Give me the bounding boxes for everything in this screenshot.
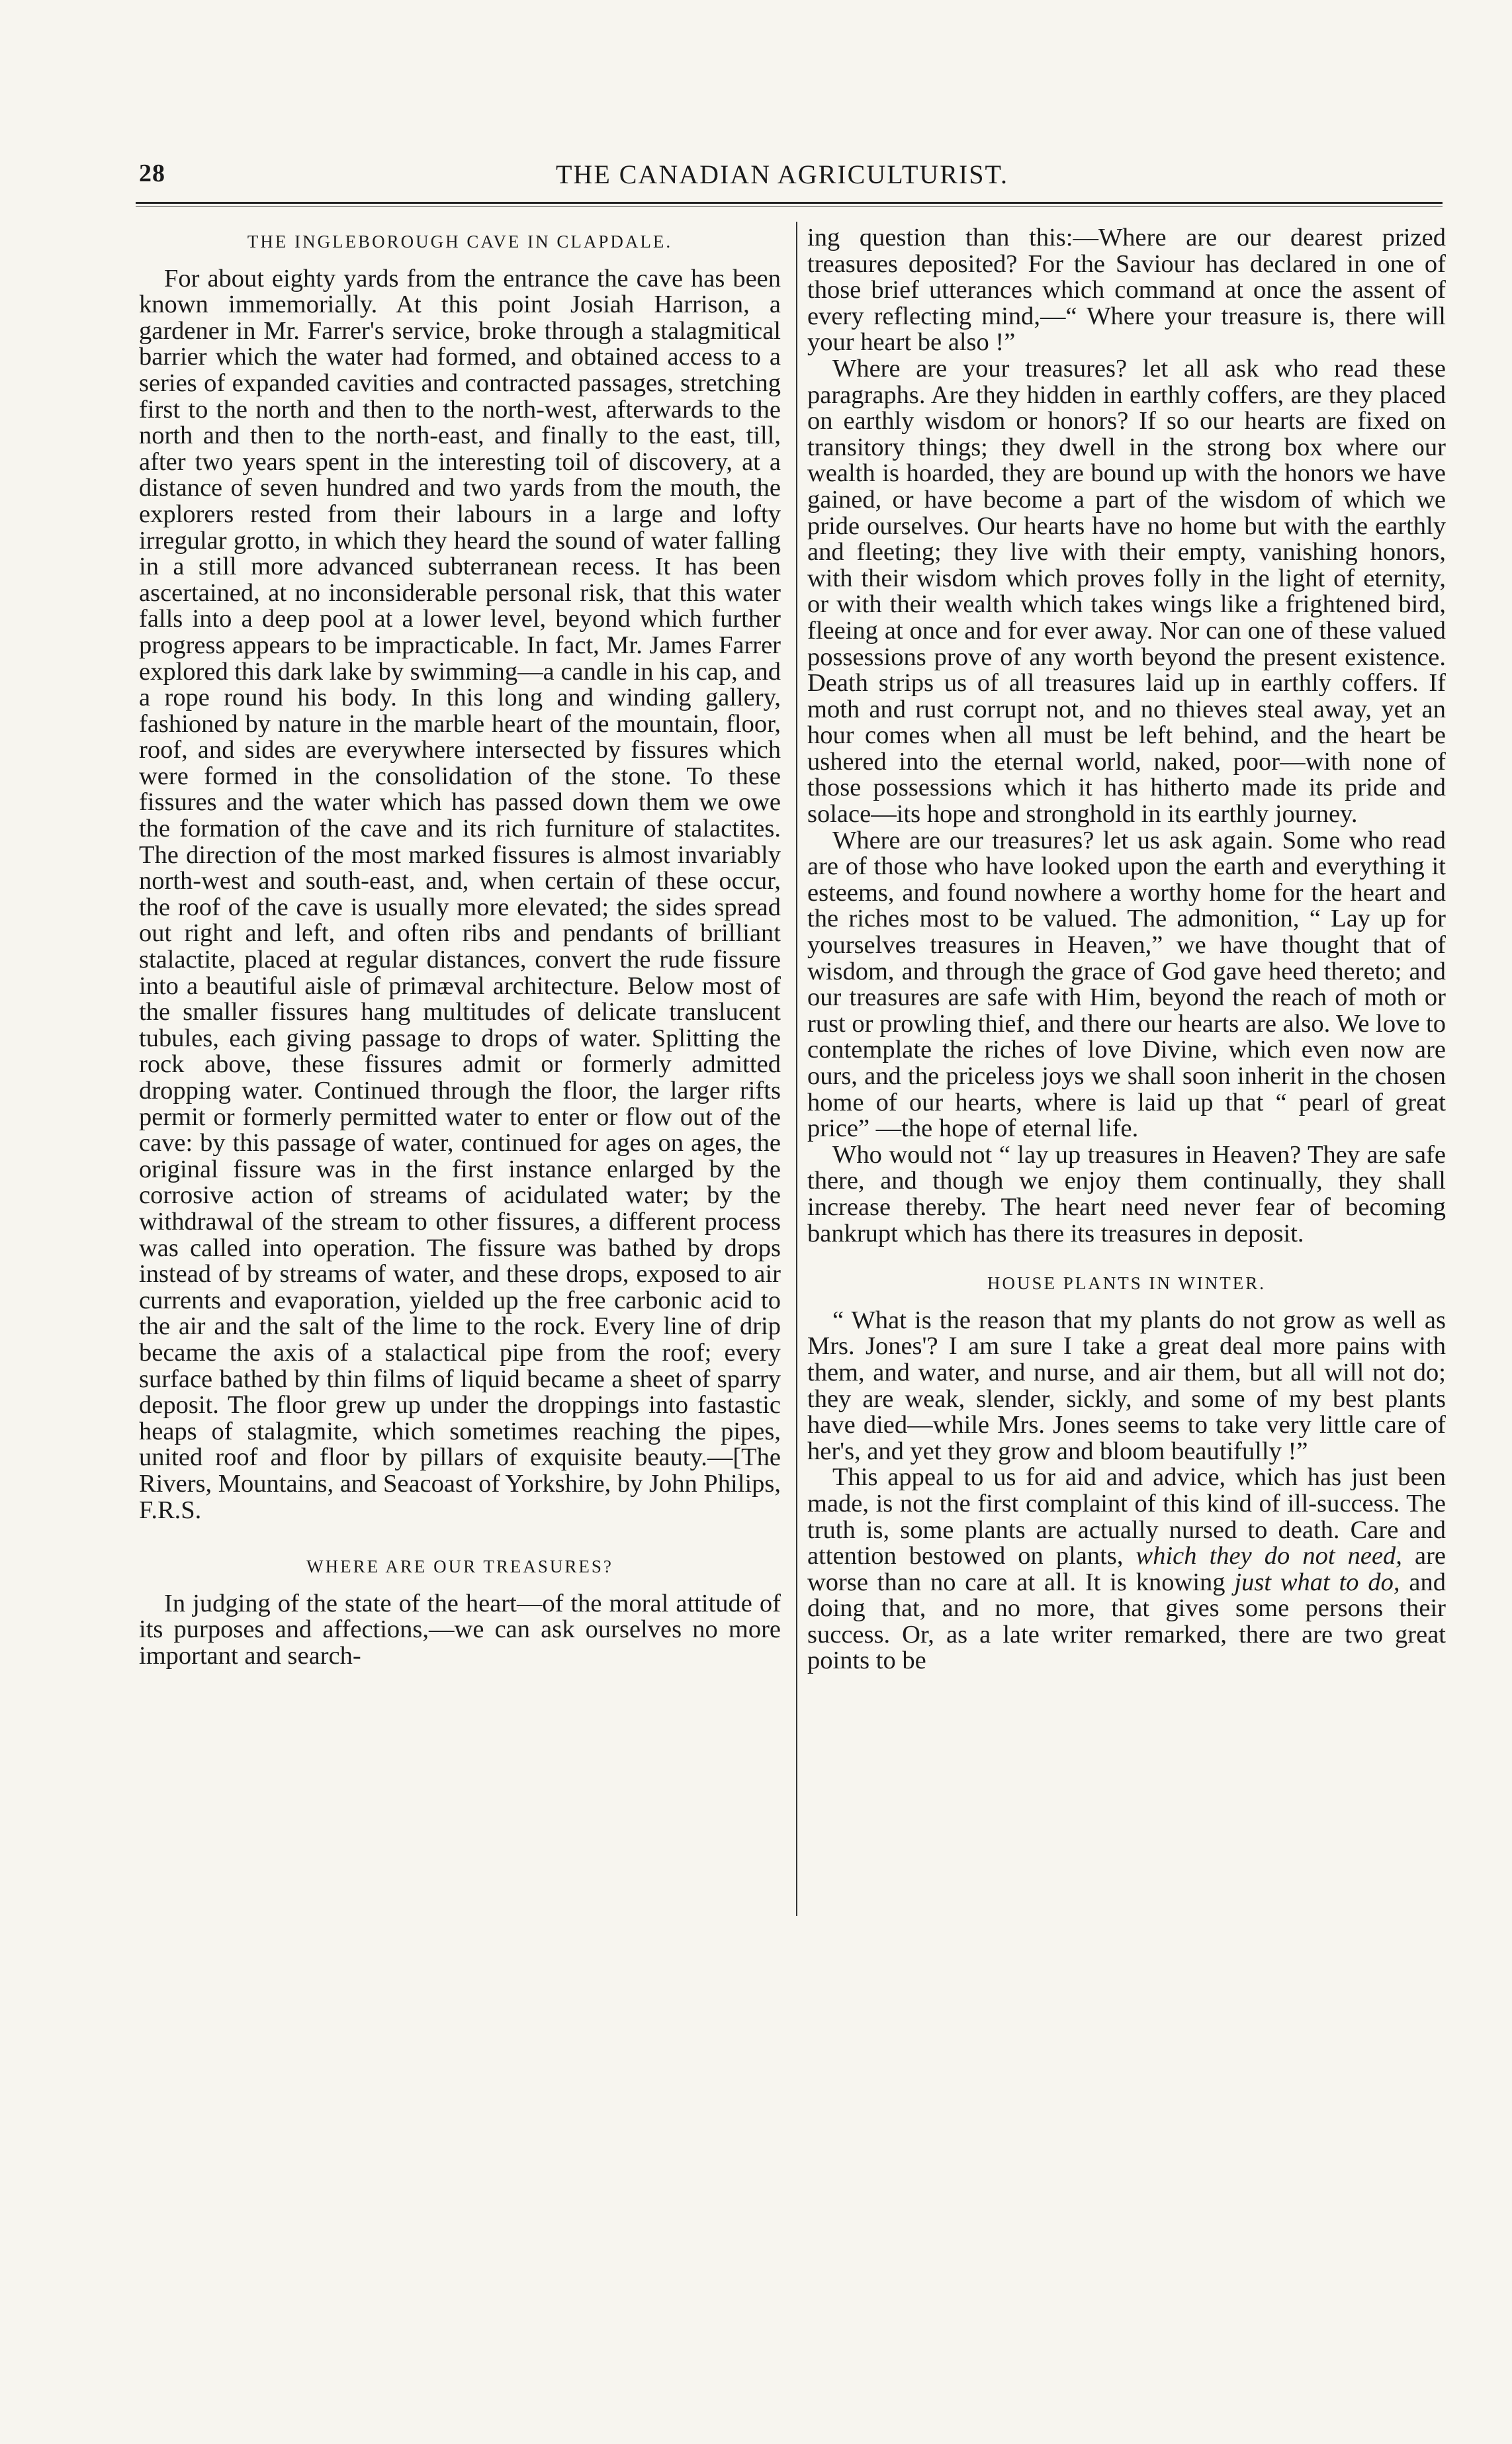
page-number: 28 xyxy=(139,159,165,187)
header-rule-thin xyxy=(136,206,1443,207)
article-paragraph: Where are our treasures? let us ask again. Some who read are of those who have looked upon the earth and everything it esteems, and found nowhere a worthy home for the heart and the riches most to be valued. The admonition, “ Lay up for yourselves treasures in Heaven,” we have thought that of wisdom, and through the grace of God gave heed thereto; and our treasures are safe with Him, beyond the reach of moth or rust or prowling thief, and there our hearts are also. We love to contemplate the riches of love Divine, which even now are ours, and the priceless joys we shall soon inherit in the chosen home of our hearts, where is laid up that “ pearl of great price” —the hope of eternal life. xyxy=(807,826,1446,1143)
text-run: and doing that, and no more, that gives some persons their success. Or, as a late writer remarked, there are two great points to be xyxy=(807,1568,1446,1675)
article-paragraph: “ What is the reason that my plants do not grow as well as Mrs. Jones'? I am sure I take a great deal more pains with them, and water, and nurse, and air them, but all will not do; they are weak, slender, sickly, and some of my best plants have died—while Mrs. Jones seems to take very little care of her's, and yet they grow and bloom beautifully !” xyxy=(807,1306,1446,1465)
article-paragraph xyxy=(807,1465,1446,1674)
article-title-plants: HOUSE PLANTS IN WINTER. xyxy=(987,1273,1266,1294)
article-title-treasures: WHERE ARE OUR TREASURES? xyxy=(306,1557,613,1577)
article-paragraph: Where are your treasures? let all ask who read these paragraphs. Are they hidden in earthly coffers, are they placed on earthly wisdom or honors? If so our hearts are fixed on transitory things; they dwell in the strong box where our wealth is hoarded, they are bound up with the honors we have gained, or have become a part of the wisdom of which we pride ourselves. Our hearts have no home but with the earthly and fleeting; they live with their empty, vanishing honors, with their wisdom which proves folly in the light of eternity, or with their wealth which takes wings like a frightened bird, fleeing at once and for ever away. Nor can one of these valued possessions prove of any worth beyond the present existence. Death strips us of all treasures laid up in earthly coffers. If moth and rust corrupt not, and no thieves steal away, yet an hour comes when all must be left behind, and the heart be ushered into the eternal world, naked, poor—with none of those possessions which it has hitherto made its pride and solace—its hope and stronghold in its earthly journey. xyxy=(807,354,1446,829)
running-title: THE CANADIAN AGRICULTURIST. xyxy=(556,159,1008,189)
article-paragraph: For about eighty yards from the entrance the cave has been known immemorially. At this point Josiah Harrison, a gardener in Mr. Farrer's service, broke through a stalagmitical barrier which the water had formed, and obtained access to a series of expanded cavities and contracted passages, stretching first to the north and then to the north-west, afterwards to the north and then to the north-east, and finally to the east, till, after two years spent in the interesting toil of discovery, at a distance of seven hundred and two yards from the mouth, the explorers rested from their labours in a large and lofty irregular grotto, in which they heard the sound of water falling in a still more advanced subterranean recess. It has been ascertained, at no inconsiderable personal risk, that this water falls into a deep pool at a lower level, beyond which further progress appears to be impracticable. In fact, Mr. James Farrer explored this dark lake by swimming—a candle in his cap, and a rope round his body. In this long and winding gallery, fashioned by nature in the marble heart of the mountain, floor, roof, and sides are everywhere intersected by fissures which were formed in the consolidation of the stone. To these fissures and the water which has passed down them we owe the formation of the cave and its rich furniture of stalactites. The direction of the most marked fissures is almost invariably north-west and south-east, and, when certain of these occur, the roof of the cave is usually more elevated; the sides spread out right and left, and often ribs and pendants of brilliant stalactite, placed at regular distances, convert the rude fissure into a beautiful aisle of primæval architecture. Below most of the smaller fissures hang multitudes of delicate translucent tubules, each giving passage to drops of water. Splitting the rock above, these fissures admit or formerly admitted dropping water. Continued through the floor, the larger rifts permit or formerly permitted water to enter or flow out of the cave: by this passage of water, continued for ages on ages, the original fissure was in the first instance enlarged by the corrosive action of streams of acidulated water; by the withdrawal of the stream to other fissures, a different process was called into operation. The fissure was bathed by drops instead of by streams of water, and these drops, exposed to air currents and evaporation, yielded up the free carbonic acid to the air and the salt of the lime to the rock. Every line of drip became the axis of a stalactical pipe from the roof; every surface bathed by thin films of liquid became a sheet of sparry deposit. The floor grew up under the droppings into fastastic heaps of stalagmite, which sometimes reaching the pipes, united roof and floor by pillars of exquisite beauty.—[The Rivers, Mountains, and Seacoast of Yorkshire, by John Philips, F.R.S. xyxy=(139,264,781,1524)
column-divider xyxy=(796,222,797,1916)
article-paragraph-continued: ing question than this:—Where are our dearest prized treasures deposited? For the Saviour has declared in one of those brief utterances which command at once the assent of every reflecting mind,—“ Where your treasure is, there will your heart be also !” xyxy=(807,224,1446,357)
text-run: This appeal to us for aid and advice, which has just been made, is not the first complaint of this kind of ill-success. The truth is, some plants are actually nursed to death. Care and attention bestowed on plants, xyxy=(807,1463,1446,1570)
header-rule xyxy=(136,202,1443,204)
text-run: are worse than no care at all. It is knowing xyxy=(807,1542,1446,1596)
right-column xyxy=(807,225,1446,1674)
article-title-cave: THE INGLEBOROUGH CAVE IN CLAPDALE. xyxy=(247,232,673,251)
article-paragraph: In judging of the state of the heart—of the moral attitude of its purposes and affections,—we can ask ourselves no more important and search- xyxy=(139,1589,781,1670)
left-column xyxy=(139,225,781,1669)
page-header xyxy=(139,159,1443,205)
emphasis-text: just what to do, xyxy=(1234,1568,1400,1596)
emphasis-text: which they do not need, xyxy=(1135,1542,1402,1570)
article-paragraph: Who would not “ lay up treasures in Heaven? They are safe there, and though we enjoy them continually, they shall increase thereby. The heart need never fear of becoming bankrupt which has there its treasures in deposit. xyxy=(807,1140,1446,1247)
